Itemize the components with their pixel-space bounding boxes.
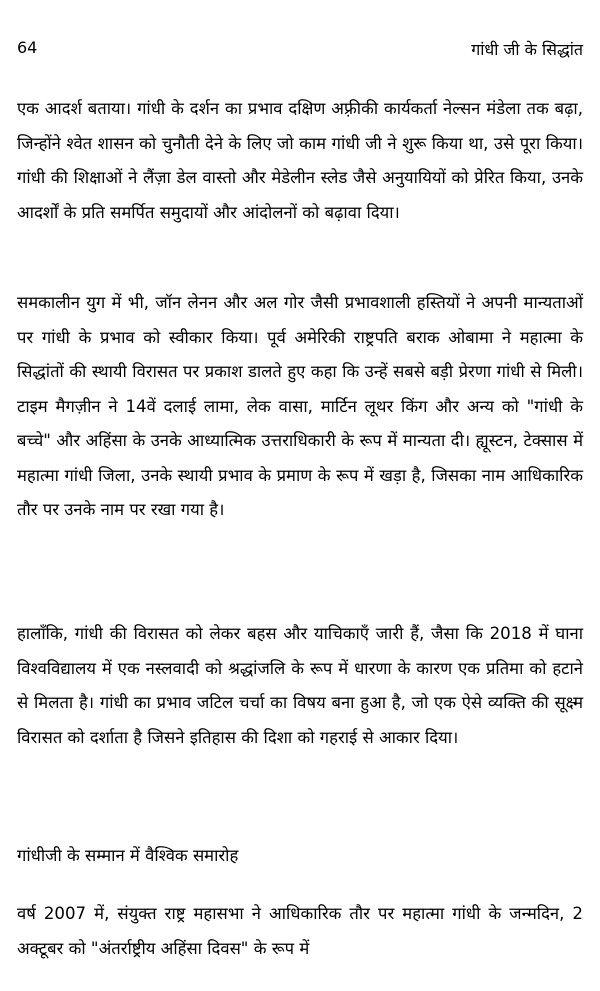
page-header (17, 38, 583, 62)
running-title: गांधी जी के सिद्धांत (471, 40, 583, 59)
paragraph-legacy-debate: हालाँकि, गांधी की विरासत को लेकर बहस और याचिकाएँ जारी हैं, जैसा कि 2018 में घाना विश्वविद्यालय में एक नस्लवादी को श्रद्धांजलि के रूप में धारणा के कारण एक प्रतिमा को हटाने से मिलता है। गांधी का प्रभाव जटिल चर्चा का विषय बना हुआ है, जो एक ऐसे व्यक्ति की सूक्ष्म विरासत को दर्शाता है जिसने इतिहास की दिशा को गहराई से आकार दिया। (17, 624, 583, 747)
section-heading: गांधीजी के सम्मान में वैश्विक समारोह (17, 846, 239, 865)
paragraph-mandela-influence: एक आदर्श बताया। गांधी के दर्शन का प्रभाव दक्षिण अफ़्रीकी कार्यकर्ता नेल्सन मंडेला तक बढ़ा, जिन्होंने श्वेत शासन को चुनौती देने के लिए जो काम गांधी जी ने शुरू किया था, उसे पूरा किया। गांधी की शिक्षाओं ने लैंज़ा डेल वास्तो और मेडेलीन स्लेड जैसे अनुयायियों को प्रेरित किया, उनके आदर्शों के प्रति समर्पित समुदायों और आंदोलनों को बढ़ावा दिया। (17, 99, 583, 222)
paragraph-nonviolence-day: वर्ष 2007 में, संयुक्त राष्ट्र महासभा ने आधिकारिक तौर पर महात्मा गांधी के जन्मदिन, 2 अक्टूबर को "अंतर्राष्ट्रीय अहिंसा दिवस" के रूप में (17, 904, 583, 958)
paragraph-contemporary-influence: समकालीन युग में भी, जॉन लेनन और अल गोर जैसी प्रभावशाली हस्तियों ने अपनी मान्यताओं पर गांधी के प्रभाव को स्वीकार किया। पूर्व अमेरिकी राष्ट्रपति बराक ओबामा ने महात्मा के सिद्धांतों की स्थायी विरासत पर प्रकाश डालते हुए कहा कि उन्हें सबसे बड़ी प्रेरणा गांधी से मिली। टाइम मैगज़ीन ने 14वें दलाई लामा, लेक वासा, मार्टिन लूथर किंग और अन्य को "गांधी के बच्चे" और अहिंसा के उनके आध्यात्मिक उत्तराधिकारी के रूप में मान्यता दी। ह्यूस्टन, टेक्सास में महात्मा गांधी जिला, उनके स्थायी प्रभाव के प्रमाण के रूप में खड़ा है, जिसका नाम आधिकारिक तौर पर उनके नाम पर रखा गया है। (17, 293, 583, 519)
page-number: 64 (17, 38, 38, 57)
